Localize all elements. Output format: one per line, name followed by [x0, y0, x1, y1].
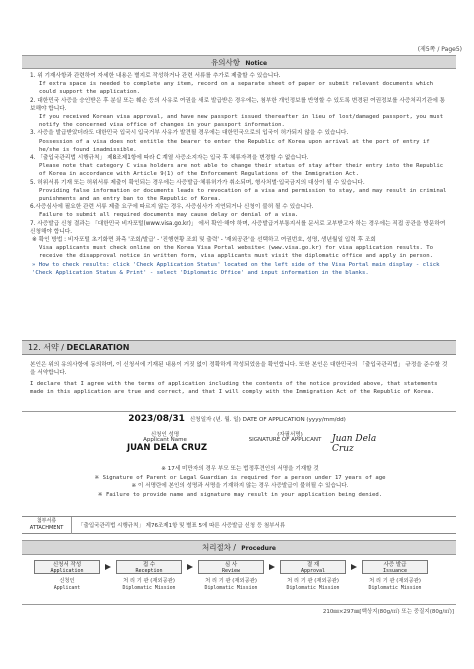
signature-warning-ko: ※ 이 서명란에 본인의 성명과 서명을 기재하지 않는 경우 사증발급이 불허될 수 있습니다. — [131, 483, 349, 489]
step-label-ko: 결 재 — [306, 562, 320, 568]
actor-diplomatic-mission — [273, 578, 353, 591]
actor-ko: 처 리 기 관 (재외공관) — [123, 578, 175, 584]
step-label-en: Approval — [300, 568, 326, 574]
step-label-en: Reception — [135, 568, 163, 574]
notice-item-6-en: Failure to submit all required documents may cause delay or denial of a visa. — [39, 212, 299, 219]
notice-title-ko: 유의사항 — [210, 58, 240, 67]
signature-area — [100, 430, 400, 460]
step-label-ko: 사증 발급 — [383, 562, 407, 568]
applicant-name-value[interactable]: JUAN DELA CRUZ — [126, 443, 208, 453]
applicant-name-label-en: Applicant Name — [143, 437, 187, 443]
application-date-label: 신청일자 (년. 월. 일) DATE OF APPLICATION (yyyy/mm/dd) — [189, 417, 346, 423]
attachment-label-en: ATTACHMENT — [29, 525, 64, 531]
step-application — [34, 560, 100, 574]
step-label-en: Issuance — [382, 568, 408, 574]
application-date-row — [0, 414, 474, 424]
arrow-right-icon — [351, 564, 357, 570]
actor-ko: 처 리 기 관 (재외공관) — [369, 578, 421, 584]
notice-item-3-ko: 3. 사증을 발급받았더라도 대한민국 입국시 입국거부 사유가 발견될 경우에는 대한민국으로의 입국이 허가되지 않을 수 있습니다. — [30, 130, 349, 137]
notice-check-method-en: » How to check results: click 'Check Application Status' located on the left side of the Visa Portal main display - click 'Check Application Status & Print' - select 'Diplomatic Office' and input information in the blanks. — [32, 261, 440, 276]
actor-ko: 처 리 기 관 (재외공관) — [205, 578, 257, 584]
declaration-text-en: I declare that I agree with the terms of application including the contents of the notice provided above, that statements made in this application are true and correct, and that I will comply with the Immigration Act of the Republic of Korea. — [30, 381, 438, 396]
actor-diplomatic-mission — [191, 578, 271, 591]
actor-ko: 신청인 — [59, 578, 75, 584]
declaration-title-en: DECLARATION — [66, 343, 130, 352]
minor-signature-notes — [40, 465, 440, 499]
step-issuance — [362, 560, 428, 574]
actor-en: Diplomatic Mission — [286, 584, 340, 591]
declaration-header — [22, 340, 456, 355]
attachment-text: 「출입국관리법 시행규칙」 제76조제1항 및 별표 5에 따른 사증발급 신청 등 첨부서류 — [78, 523, 286, 529]
page-number: (제5쪽 / Page5) — [417, 46, 462, 53]
procedure-title-ko: 처리절차 / — [202, 543, 236, 552]
step-label-ko: 심 사 — [224, 562, 238, 568]
step-label-en: Application — [50, 568, 84, 574]
notice-item-7-ko: 7. 사증발급 신청 결과는 「대한민국 비자포털(www.visa.go.kr)」 에서 확인·해야 하며, 사증발급거부통지서를 문서로 교부받고자 하는 경우에는 직접 공관을 방문하여 신청해야 합니다. — [30, 220, 446, 235]
minor-note-ko: ※ 17세 미만자의 경우 부모 또는 법정후견인의 서명을 기재할 것 — [161, 466, 319, 472]
applicant-name-label-ko: 신청인 성명 — [150, 432, 180, 438]
attachment-row — [22, 516, 456, 534]
step-approval — [280, 560, 346, 574]
handwritten-signature[interactable]: Juan Dela Cruz — [332, 434, 377, 454]
notice-portal-en: Visa applicants must check online on the Korea Visa Portal website< (www.visa.go.kr) for visa application results. To receive the disapproval notice in written form, visa applicants must visit the diplomatic office and apply in person. — [39, 245, 434, 260]
notice-item-1-en: If extra space is needed to complete any item, record on a separate sheet of paper or submit relevant documents which could support the application. — [39, 81, 434, 96]
step-label-en: Review — [221, 568, 241, 574]
actor-en: Diplomatic Mission — [204, 584, 258, 591]
signature-label-en: SIGNATURE OF APPLICANT — [248, 437, 322, 443]
actor-diplomatic-mission — [109, 578, 189, 591]
actor-en: Diplomatic Mission — [122, 584, 176, 591]
notice-item-5-ko: 5. 허위서류 기재 또는 허위서류 제출이 확인되는 경우에는 사증발급·체류허가가 취소되며, 형사처벌·입국금지의 대상이 될 수 있습니다. — [30, 179, 365, 186]
step-label-ko: 접 수 — [142, 562, 156, 568]
step-reception — [116, 560, 182, 574]
attachment-label-ko: 첨부서류 — [36, 518, 57, 524]
arrow-right-icon — [187, 564, 193, 570]
notice-item-1-ko: 1. 위 기재사항과 관련하여 자세한 내용은 별지로 작성하거나 관련 서류를 추가로 제출할 수 있습니다. — [30, 73, 281, 79]
procedure-flow — [22, 556, 456, 604]
actor-applicant — [27, 578, 107, 591]
declaration-number: 12. 서약 / — [28, 343, 64, 352]
notice-check-method-ko: ※ 확인 방법 : 비자포털 초기화면 좌측 '조회/발급' - '진행현황 조회 및 출력' - '재외공관'을 선택하고 여권번호, 성명, 생년월일 입력 후 조회 — [32, 237, 376, 244]
actor-en: Applicant — [53, 584, 81, 591]
paper-spec-footer: 210㎜×297㎜[백상지(80g/㎡) 또는 중질지(80g/㎡)] — [322, 609, 454, 615]
signature-label-ko: (자필서명) — [277, 432, 303, 438]
divider — [22, 411, 456, 412]
notice-item-4-en: Please note that category C visa holders are not able to change their status of stay after their entry into the Republic of Korea in accordance with Article 9(1) of the Enforcement Regulations of the Immigration Act. — [39, 163, 444, 178]
declaration-text-ko: 본인은 위의 유의사항에 동의하며, 이 신청서에 기재된 내용이 거짓 없이 정확하게 작성되었음을 확인합니다. 또한 본인은 대한민국의 「출입국관리법」 규정을 준수할 것을 서약합니다. — [30, 362, 448, 377]
actor-ko: 처 리 기 관 (재외공관) — [287, 578, 339, 584]
notice-header — [22, 55, 456, 69]
notice-item-3-en: Possession of a visa does not entitle the bearer to enter the Republic of Korea upon arrival at the port of entry if he/she is found inadmissible. — [39, 138, 430, 153]
notice-item-5-en: Providing false information or documents leads to revocation of a visa and permission to stay, and may result in criminal punishments and an entry ban to the Republic of Korea. — [39, 187, 447, 203]
attachment-label — [22, 517, 72, 534]
notice-title-en: Notice — [245, 60, 268, 67]
application-date-value[interactable]: 2023/08/31 — [128, 414, 185, 424]
minor-note-en: ※ Signature of Parent or Legal Guardian is required for a person under 17 years of age — [94, 474, 386, 481]
divider — [22, 604, 456, 605]
notice-item-6-ko: 6.사증심사에 필요한 관련 서류 제출 요구에 따르지 않는 경우, 사증심사가 지연되거나 신청이 불허 될 수 있습니다. — [30, 204, 314, 211]
arrow-right-icon — [105, 564, 111, 570]
notice-item-4-ko: 4. 「출입국관리법 시행규칙」 제8조제1항에 따라 C 계열 사증소지자는 입국 후 체류자격을 변경할 수 없습니다. — [30, 155, 309, 162]
step-label-ko: 신청서 작성 — [52, 562, 82, 568]
notice-item-2-en: If you received Korean visa approval, and have new passport issued thereafter in lieu of lost/damaged passport, you must notify the concerned visa office of changes in your passport information. — [39, 114, 444, 129]
procedure-title-en: Procedure — [241, 545, 276, 552]
arrow-right-icon — [269, 564, 275, 570]
signature-warning-en: ※ Failure to provide name and signature may result in your application being denied. — [97, 491, 383, 498]
actor-en: Diplomatic Mission — [368, 584, 422, 591]
notice-item-2-ko: 2. 대한민국 사증을 승인받은 후 분실 또는 훼손 등의 사유로 여권을 새로 발급받은 경우에는, 첨부한 개인정보를 반영할 수 있도록 변경된 여권정보를 사증처리기관에 통보해야 합니다. — [30, 97, 446, 112]
procedure-header — [22, 540, 456, 555]
notice-section — [30, 72, 450, 277]
step-review — [198, 560, 264, 574]
actor-diplomatic-mission — [355, 578, 435, 591]
